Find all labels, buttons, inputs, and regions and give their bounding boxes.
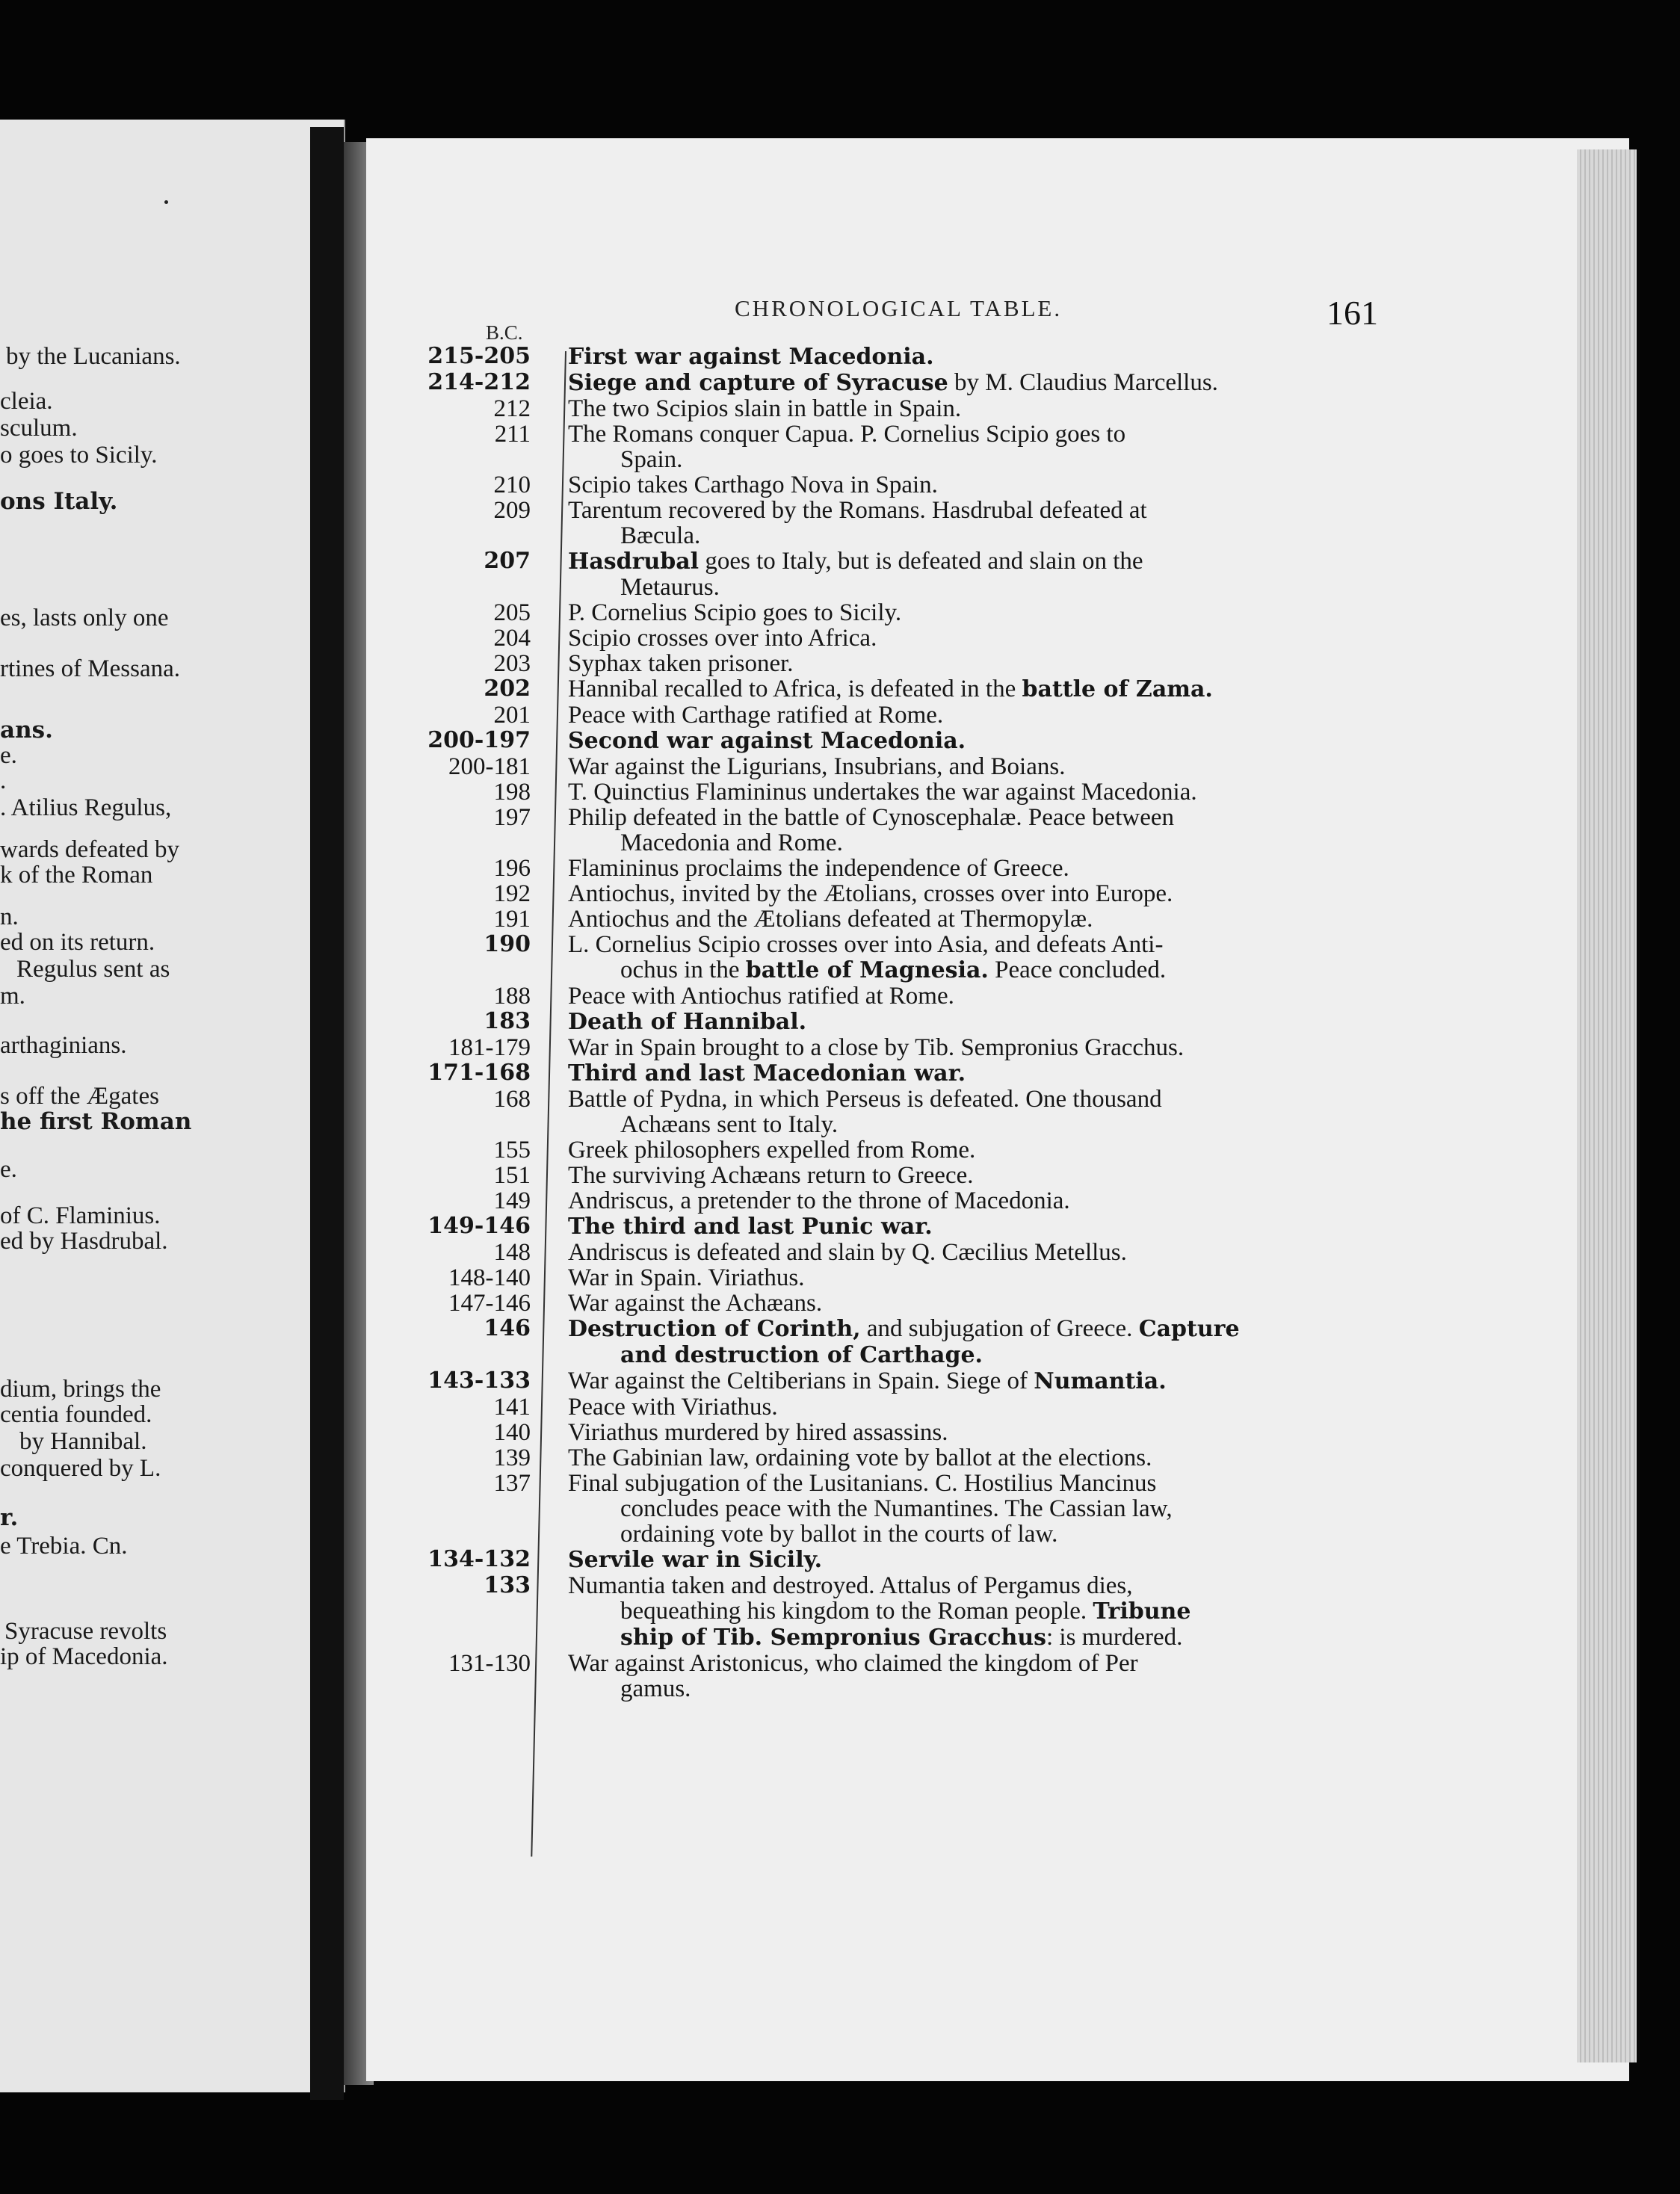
entry-continuation: concludes peace with the Numantines. The Cassian law, [620, 1495, 1173, 1522]
entry-bold-text: First war against Macedonia. [568, 344, 934, 370]
chronology-entry [419, 344, 1390, 370]
left-page-line: arthaginians. [0, 1032, 127, 1059]
entry-bold-text: The third and last Punic war. [568, 1214, 933, 1240]
entry-text: Hannibal recalled to Africa, is defeated in the [568, 676, 1022, 702]
entry-description [568, 676, 1360, 702]
chronology-entry [419, 1291, 1390, 1316]
entry-date: 151 [493, 1162, 531, 1189]
entry-first-line [568, 1572, 1133, 1599]
entry-first-line [568, 1162, 974, 1189]
entry-date: 134-132 [427, 1546, 531, 1572]
entry-date: 196 [493, 855, 531, 882]
entry-first-line [568, 625, 877, 652]
chronology-entry [419, 625, 1390, 651]
entry-text: War against the Celtiberians in Spain. Siege of [568, 1368, 1034, 1394]
left-page-line: r. [0, 1504, 19, 1531]
left-page-line: es, lasts only one [0, 605, 169, 631]
entry-text: Peace concluded. [988, 957, 1167, 983]
entry-text: Flamininus proclaims the independence of Greece. [568, 855, 1069, 882]
entry-bold-text: and destruction of Carthage. [620, 1342, 983, 1368]
left-page-line: e. [0, 1156, 17, 1183]
left-page-line: o goes to Sicily. [0, 442, 158, 469]
left-page-line: centia founded. [0, 1401, 152, 1428]
page-number: 161 [1327, 294, 1378, 332]
entry-description [568, 881, 1360, 906]
chronology-entry [419, 1651, 1390, 1702]
entry-first-line [568, 472, 938, 498]
entry-description [568, 1394, 1360, 1420]
chronology-entry [419, 1087, 1390, 1137]
entry-first-line [568, 1187, 1070, 1214]
chronology-entry [419, 1060, 1390, 1087]
entry-bold-text: Tribune [1093, 1598, 1191, 1625]
entry-text: War against the Achæans. [568, 1290, 823, 1317]
entry-date: 202 [484, 676, 531, 702]
entry-description [568, 1547, 1360, 1573]
entry-first-line [568, 753, 1065, 780]
entry-continuation: Macedonia and Rome. [620, 829, 843, 856]
entry-description [568, 1471, 1360, 1547]
entry-text: Tarentum recovered by the Romans. Hasdrubal defeated at [568, 497, 1147, 524]
entry-date: 204 [493, 625, 531, 652]
entry-continuation: Spain. [620, 446, 683, 473]
left-page-line: by Hannibal. [19, 1428, 147, 1455]
entry-date: 210 [493, 472, 531, 498]
entry-text: War against the Ligurians, Insubrians, and Boians. [568, 753, 1066, 780]
entry-first-line [568, 1008, 806, 1035]
chronology-entry [419, 1471, 1390, 1547]
page-edge [1577, 149, 1637, 2062]
entry-first-line [568, 1290, 822, 1317]
entry-text: Syphax taken prisoner. [568, 650, 794, 677]
entry-description [568, 1009, 1360, 1035]
entry-first-line [568, 1546, 822, 1573]
entry-bold-text: Second war against Macedonia. [568, 728, 966, 754]
entry-date: 214-212 [427, 369, 531, 395]
entry-description [568, 1651, 1360, 1702]
entry-description [568, 421, 1360, 472]
entry-text: Battle of Pydna, in which Perseus is defeated. One thousand [568, 1086, 1162, 1113]
entry-first-line [568, 548, 1143, 575]
chronology-entry [419, 1137, 1390, 1163]
entry-date: 137 [493, 1470, 531, 1497]
entry-date: 203 [493, 650, 531, 677]
entry-first-line [568, 983, 954, 1010]
entry-description [568, 1137, 1360, 1163]
chronology-entry [419, 1573, 1390, 1651]
left-page-line: e. [0, 742, 17, 769]
bc-column-label: B.C. [486, 321, 523, 344]
entry-text: Andriscus is defeated and slain by Q. Cæcilius Metellus. [568, 1239, 1127, 1266]
entry-text: bequeathing his kingdom to the Roman people. [620, 1598, 1093, 1625]
entry-first-line [568, 906, 1093, 933]
entry-date: 171-168 [427, 1060, 531, 1086]
entry-date: 191 [493, 906, 531, 933]
entry-text: Peace with Carthage ratified at Rome. [568, 702, 944, 729]
chronology-entry [419, 1214, 1390, 1240]
entry-first-line [568, 1315, 1240, 1342]
entry-description [568, 1291, 1360, 1316]
entry-description [568, 472, 1360, 498]
chronology-entry [419, 1163, 1390, 1188]
left-page-line: n. [0, 903, 19, 930]
chronology-entry [419, 1188, 1390, 1214]
entry-date: 155 [493, 1137, 531, 1164]
entry-description [568, 906, 1360, 932]
entry-description [568, 805, 1360, 856]
entry-bold-text: Numantia. [1034, 1368, 1167, 1394]
entry-description [568, 932, 1360, 983]
entry-date: 148-140 [448, 1264, 531, 1291]
entry-text: by M. Claudius Marcellus. [948, 369, 1218, 396]
entry-first-line [568, 1264, 804, 1291]
entry-text: : is murdered. [1046, 1624, 1183, 1651]
entry-description [568, 651, 1360, 676]
entry-description [568, 1060, 1360, 1087]
entry-date: 198 [493, 779, 531, 806]
left-page-line: Regulus sent as [16, 956, 170, 983]
entry-date: 149-146 [427, 1213, 531, 1239]
entry-text: P. Cornelius Scipio goes to Sicily. [568, 599, 902, 626]
chronology-entry [419, 1316, 1390, 1368]
entry-date: 148 [493, 1239, 531, 1266]
entry-text: War in Spain brought to a close by Tib. Sempronius Gracchus. [568, 1034, 1185, 1061]
entry-date: 200-181 [448, 753, 531, 780]
entry-description [568, 1265, 1360, 1291]
entry-description [568, 396, 1360, 421]
entry-first-line [568, 727, 966, 754]
left-page-line: sculum. [0, 415, 78, 442]
entry-first-line [568, 1368, 1167, 1394]
chronology-entry [419, 906, 1390, 932]
entry-description [568, 1087, 1360, 1137]
ink-speck [164, 200, 168, 204]
entry-bold-text: Capture [1138, 1316, 1240, 1342]
entry-first-line [568, 369, 1218, 396]
entry-first-line [568, 599, 901, 626]
entry-continuation: ordaining vote by ballot in the courts of law. [620, 1521, 1058, 1548]
entry-first-line [568, 1086, 1162, 1113]
chronology-entry [419, 983, 1390, 1009]
left-page-line: ip of Macedonia. [0, 1643, 168, 1670]
left-page-line: e Trebia. Cn. [0, 1533, 128, 1560]
entry-first-line [568, 1137, 975, 1164]
left-page-line: ons Italy. [0, 488, 118, 515]
chronology-entry [419, 498, 1390, 548]
chronology-entry [419, 1035, 1390, 1060]
entry-description [568, 498, 1360, 548]
entry-first-line [568, 1419, 948, 1446]
entry-continuation: Bæcula. [620, 522, 701, 549]
entry-description [568, 1445, 1360, 1471]
entry-first-line [568, 1034, 1184, 1061]
entry-text: Greek philosophers expelled from Rome. [568, 1137, 976, 1164]
entry-text: Peace with Viriathus. [568, 1394, 778, 1421]
entry-date: 140 [493, 1419, 531, 1446]
left-page-line: . [0, 767, 7, 794]
chronology-entry [419, 600, 1390, 625]
entry-date: 131-130 [448, 1650, 531, 1677]
entry-text: T. Quinctius Flamininus undertakes the war against Macedonia. [568, 779, 1197, 806]
chronology-entry [419, 421, 1390, 472]
entry-text: Antiochus and the Ætolians defeated at Thermopylæ. [568, 906, 1093, 933]
entry-text: Numantia taken and destroyed. Attalus of Pergamus dies, [568, 1572, 1133, 1599]
entry-date: 147-146 [448, 1290, 531, 1317]
chronology-entry [419, 1368, 1390, 1394]
entry-first-line [568, 855, 1069, 882]
entry-date: 188 [493, 983, 531, 1010]
entry-date: 207 [484, 548, 531, 574]
book-gutter [310, 127, 344, 2100]
chronology-entry [419, 651, 1390, 676]
entry-first-line [568, 343, 934, 370]
chronology-entry [419, 702, 1390, 728]
entry-first-line [568, 1650, 1138, 1677]
chronology-entry [419, 1240, 1390, 1265]
entry-description [568, 1240, 1360, 1265]
entry-bold-text: ship of Tib. Sempronius Gracchus [620, 1625, 1047, 1651]
entry-description [568, 728, 1360, 754]
entry-text: War against Aristonicus, who claimed the kingdom of Per [568, 1650, 1138, 1677]
entry-text: Scipio crosses over into Africa. [568, 625, 877, 652]
chronology-entry [419, 1394, 1390, 1420]
entry-date: 190 [484, 931, 531, 957]
chronology-entry [419, 1547, 1390, 1573]
entry-first-line [568, 497, 1147, 524]
entry-text: Viriathus murdered by hired assassins. [568, 1419, 948, 1446]
chronology-entry [419, 754, 1390, 779]
entry-description [568, 856, 1360, 881]
chronology-entry [419, 728, 1390, 754]
running-head: CHRONOLOGICAL TABLE. [735, 295, 1063, 321]
left-page-line: m. [0, 983, 25, 1010]
entry-description [568, 370, 1360, 396]
entry-first-line [568, 702, 943, 729]
entry-date: 200-197 [427, 727, 531, 753]
entry-description [568, 625, 1360, 651]
entry-description [568, 983, 1360, 1009]
chronology-entry [419, 396, 1390, 421]
entry-bold-text: battle of Magnesia. [745, 957, 989, 983]
entry-continuation [568, 1598, 1360, 1625]
entry-first-line [568, 804, 1174, 831]
entry-description [568, 600, 1360, 625]
entry-bold-text: Servile war in Sicily. [568, 1547, 823, 1573]
chronology-entry [419, 856, 1390, 881]
entry-text: The Romans conquer Capua. P. Cornelius Scipio goes to [568, 421, 1126, 448]
entry-date: 192 [493, 880, 531, 907]
entry-text: L. Cornelius Scipio crosses over into Asia, and defeats Anti- [568, 931, 1164, 958]
entry-description [568, 1573, 1360, 1651]
entry-description [568, 1214, 1360, 1240]
left-page-text [0, 120, 344, 2092]
entry-date: 209 [493, 497, 531, 524]
left-page-line: s off the Ægates [0, 1083, 159, 1110]
entry-date: 181-179 [448, 1034, 531, 1061]
entry-text: Peace with Antiochus ratified at Rome. [568, 983, 954, 1010]
chronology-entry [419, 881, 1390, 906]
entry-text: Antiochus, invited by the Ætolians, crosses over into Europe. [568, 880, 1173, 907]
chronology-entry [419, 370, 1390, 396]
chronology-entry [419, 779, 1390, 805]
entry-description [568, 702, 1360, 728]
left-page-line: wards defeated by [0, 836, 180, 863]
entry-text: War in Spain. Viriathus. [568, 1264, 805, 1291]
entry-bold-text: Third and last Macedonian war. [568, 1060, 966, 1087]
entry-bold-text: Siege and capture of Syracuse [568, 370, 948, 396]
entry-text: goes to Italy, but is defeated and slain on the [699, 548, 1143, 575]
entry-bold-text: Death of Hannibal. [568, 1009, 807, 1035]
entry-continuation: Metaurus. [620, 574, 720, 601]
entry-date: 201 [493, 702, 531, 729]
entry-text: ochus in the [620, 957, 746, 983]
entry-date: 197 [493, 804, 531, 831]
entry-first-line [568, 1444, 1152, 1471]
chronology-entry [419, 1420, 1390, 1445]
chronology-entry [419, 548, 1390, 600]
entry-first-line [568, 1060, 966, 1087]
entry-first-line [568, 779, 1197, 806]
entry-continuation [568, 957, 1360, 983]
entry-first-line [568, 1470, 1156, 1497]
entry-date: 211 [494, 421, 531, 448]
entry-description [568, 1188, 1360, 1214]
entry-date: 205 [493, 599, 531, 626]
left-page-line: ed by Hasdrubal. [0, 1228, 168, 1255]
chronology-entry [419, 805, 1390, 856]
left-page [0, 120, 345, 2092]
entry-date: 143-133 [427, 1368, 531, 1394]
entry-description [568, 1420, 1360, 1445]
entry-description [568, 779, 1360, 805]
entry-text: Philip defeated in the battle of Cynoscephalæ. Peace between [568, 804, 1174, 831]
left-page-line: Syracuse revolts [4, 1618, 167, 1645]
entry-date: 212 [493, 395, 531, 422]
entry-first-line [568, 1394, 778, 1421]
entry-description [568, 754, 1360, 779]
chronology-entry [419, 932, 1390, 983]
entry-continuation: Achæans sent to Italy. [620, 1111, 839, 1138]
left-page-line: ed on its return. [0, 929, 155, 956]
entry-date: 133 [484, 1572, 531, 1598]
chronology-entry [419, 676, 1390, 702]
left-page-line: conquered by L. [0, 1455, 161, 1482]
chronology-entry [419, 472, 1390, 498]
entry-text: The two Scipios slain in battle in Spain. [568, 395, 962, 422]
entry-bold-text: battle of Zama. [1022, 676, 1213, 702]
entry-first-line [568, 880, 1173, 907]
entry-bold-text: Hasdrubal [568, 548, 700, 575]
entry-continuation [568, 1342, 1360, 1368]
entry-continuation [568, 1625, 1360, 1651]
entry-description [568, 1035, 1360, 1060]
left-page-line: of C. Flaminius. [0, 1202, 161, 1229]
chronology-entry [419, 1009, 1390, 1035]
left-page-line: rtines of Messana. [0, 655, 181, 682]
entry-date: 168 [493, 1086, 531, 1113]
entry-description [568, 1163, 1360, 1188]
entry-first-line [568, 421, 1125, 448]
chronology-entry [419, 1445, 1390, 1471]
entry-description [568, 548, 1360, 600]
chronological-table [419, 344, 1390, 1702]
entry-date: 146 [484, 1315, 531, 1341]
left-page-line: dium, brings the [0, 1376, 161, 1403]
entry-description [568, 1368, 1360, 1394]
entry-text: Andriscus, a pretender to the throne of Macedonia. [568, 1187, 1070, 1214]
entry-first-line [568, 931, 1163, 958]
entry-date: 215-205 [427, 343, 531, 369]
left-page-line: . Atilius Regulus, [0, 794, 172, 821]
entry-continuation: gamus. [620, 1675, 691, 1702]
left-page-line: k of the Roman [0, 862, 153, 889]
entry-description [568, 344, 1360, 370]
entry-date: 139 [493, 1444, 531, 1471]
left-page-line: he first Roman [0, 1108, 192, 1135]
entry-text: The surviving Achæans return to Greece. [568, 1162, 974, 1189]
entry-text: and subjugation of Greece. [860, 1315, 1139, 1342]
entry-date: 149 [493, 1187, 531, 1214]
left-page-line: ans. [0, 717, 53, 744]
entry-description [568, 1316, 1360, 1368]
left-page-line: by the Lucanians. [6, 343, 181, 370]
chronology-entry [419, 1265, 1390, 1291]
entry-first-line [568, 395, 961, 422]
entry-first-line [568, 650, 794, 677]
entry-text: Scipio takes Carthago Nova in Spain. [568, 472, 938, 498]
entry-first-line [568, 676, 1213, 702]
entry-date: 183 [484, 1008, 531, 1034]
entry-first-line [568, 1239, 1127, 1266]
left-page-line: cleia. [0, 388, 53, 415]
entry-date: 141 [493, 1394, 531, 1421]
entry-bold-text: Destruction of Corinth, [568, 1316, 861, 1342]
entry-first-line [568, 1213, 933, 1240]
entry-text: The Gabinian law, ordaining vote by ballot at the elections. [568, 1444, 1152, 1471]
entry-text: Final subjugation of the Lusitanians. C. Hostilius Mancinus [568, 1470, 1157, 1497]
